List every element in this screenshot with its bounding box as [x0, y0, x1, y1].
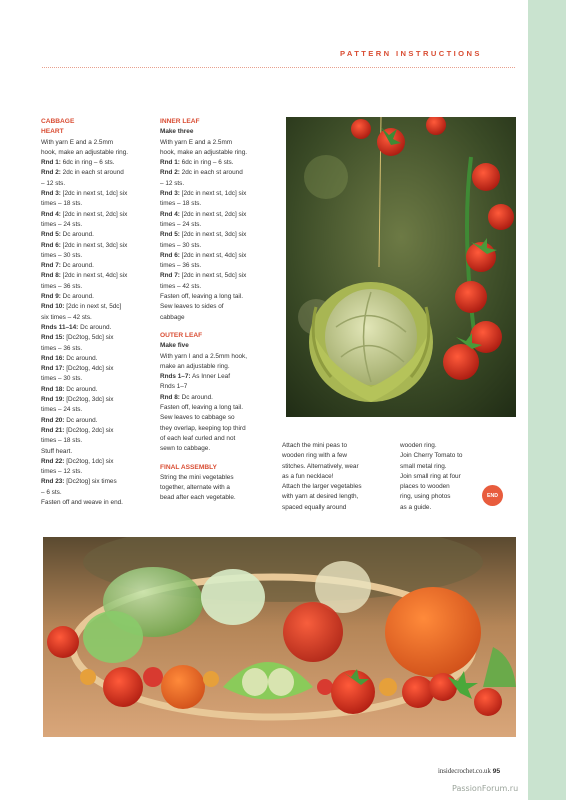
pattern-line — [41, 374, 151, 384]
round-text: [2dc in next st, 3dc] six — [60, 241, 128, 249]
round-text: 6dc in ring – 6 sts. — [60, 159, 115, 167]
round-label: Rnd 9: — [41, 293, 61, 301]
round-text: times – 12 sts. — [41, 468, 83, 476]
round-text: Fasten off, leaving a long tail. — [160, 293, 244, 301]
round-label: Rnd 3: — [160, 190, 180, 198]
round-text: Dc around. — [60, 262, 94, 270]
pattern-line — [41, 241, 151, 251]
round-text: times – 36 sts. — [41, 282, 83, 290]
pattern-line — [41, 199, 151, 209]
body-line: bead after each vegetable. — [160, 494, 236, 502]
pattern-line — [41, 364, 151, 374]
pattern-line — [41, 467, 151, 477]
column-cabbage-heart — [41, 117, 151, 508]
pattern-line — [41, 158, 151, 168]
round-label: Rnd 5: — [160, 231, 180, 239]
round-text: Dc around. — [64, 354, 98, 362]
round-text: six times – 42 sts. — [41, 313, 92, 321]
page-number: 95 — [492, 768, 501, 775]
round-text: of each leaf curled and not — [160, 434, 236, 442]
pattern-line — [41, 168, 151, 178]
round-text: times – 42 sts. — [160, 282, 202, 290]
pattern-line — [160, 189, 272, 199]
round-text: As Inner Leaf — [190, 373, 230, 381]
body-line: together, alternate with a — [160, 484, 230, 492]
round-text: times – 24 sts. — [41, 220, 83, 228]
round-text: 6dc in ring – 6 sts. — [179, 159, 234, 167]
round-text: Dc around. — [179, 393, 213, 401]
pattern-line — [160, 251, 272, 261]
pattern-line — [41, 477, 151, 487]
section-title-final-assembly: FINAL ASSEMBLY — [160, 463, 217, 471]
round-text: Sew leaves to cabbage so — [160, 414, 235, 422]
body-line: as a guide. — [400, 503, 432, 511]
column-assembly-end — [400, 441, 480, 513]
round-label: Rnd 17: — [41, 365, 65, 373]
round-text: Rnds 1–7 — [160, 383, 188, 391]
round-text: times – 30 sts. — [160, 241, 202, 249]
section-header: PATTERN INSTRUCTIONS — [340, 49, 482, 58]
round-text: times – 24 sts. — [41, 406, 83, 414]
pattern-line — [160, 220, 272, 230]
pattern-line — [41, 220, 151, 230]
round-text: [Dc2tog, 1dc] six — [64, 457, 114, 465]
page-footer — [438, 768, 500, 775]
round-text: [2dc in next st, 1dc] six — [60, 190, 128, 198]
end-badge: END — [482, 485, 503, 506]
pattern-line — [160, 362, 272, 372]
round-text: 2dc in each st around — [60, 169, 124, 177]
pattern-line — [41, 488, 151, 498]
header-divider — [42, 67, 515, 68]
pattern-line — [41, 282, 151, 292]
round-text: [2dc in next st, 2dc] six — [60, 210, 128, 218]
body-line: wooden ring. — [400, 442, 437, 449]
round-label: Rnd 7: — [41, 262, 61, 270]
pattern-line — [41, 261, 151, 271]
round-text: With yarn I and a 2.5mm hook, — [160, 352, 248, 360]
round-label: Rnd 3: — [41, 190, 61, 198]
pattern-line — [160, 158, 272, 168]
pattern-line — [160, 393, 272, 403]
round-label: Rnd 22: — [41, 457, 65, 465]
pattern-line — [160, 372, 272, 382]
pattern-line — [41, 436, 151, 446]
round-text: times – 18 sts. — [41, 200, 83, 208]
make-count: Make five — [160, 342, 189, 350]
body-line: Join Cherry Tomato to — [400, 452, 463, 460]
round-label: Rnd 23: — [41, 478, 65, 486]
pattern-lines — [41, 158, 151, 508]
pattern-line — [41, 230, 151, 240]
pattern-line — [41, 498, 151, 508]
round-text: [Dc2tog, 5dc] six — [64, 334, 114, 342]
pattern-line — [41, 344, 151, 354]
pattern-line — [160, 168, 272, 178]
pattern-line — [41, 457, 151, 467]
round-label: Rnd 5: — [41, 231, 61, 239]
round-label: Rnd 6: — [160, 251, 180, 259]
body-line: wooden ring with a few — [282, 452, 348, 460]
round-text: sewn to cabbage. — [160, 445, 211, 453]
make-count: Make three — [160, 128, 194, 136]
round-label: Rnd 8: — [41, 272, 61, 280]
body-line: ring, using photos — [400, 493, 451, 501]
body-line: String the mini vegetables — [160, 473, 234, 481]
body-line: places to wooden — [400, 483, 450, 491]
pattern-line — [160, 179, 272, 189]
round-label: Rnd 16: — [41, 354, 65, 362]
round-text: [Dc2tog, 4dc] six — [64, 365, 114, 373]
round-text: they overlap, keeping top third — [160, 424, 246, 432]
body-line: Join small ring at four — [400, 472, 461, 480]
round-text: [Dc2tog] six times — [64, 478, 117, 486]
pattern-line — [41, 251, 151, 261]
photo-vegetable-garland — [43, 537, 516, 737]
body-line: Attach the larger vegetables — [282, 483, 362, 491]
round-label: Rnd 2: — [160, 169, 180, 177]
round-label: Rnd 6: — [41, 241, 61, 249]
body-line: stitches. Alternatively, wear — [282, 462, 359, 470]
round-text: [2dc in next st, 5dc] — [64, 303, 122, 311]
section-title-outer-leaf: OUTER LEAF — [160, 331, 203, 339]
pattern-line — [160, 210, 272, 220]
pattern-line — [41, 210, 151, 220]
pattern-line — [41, 405, 151, 415]
pattern-line — [41, 416, 151, 426]
pattern-line — [41, 292, 151, 302]
round-text: Fasten off and weave in end. — [41, 498, 123, 506]
round-label: Rnd 20: — [41, 416, 65, 424]
round-label: Rnd 2: — [41, 169, 61, 177]
pattern-line — [41, 313, 151, 323]
pattern-line — [160, 199, 272, 209]
pattern-line — [41, 333, 151, 343]
round-text: times – 18 sts. — [41, 437, 83, 445]
round-text: times – 24 sts. — [160, 220, 202, 228]
pattern-line — [41, 354, 151, 364]
site-url: insidecrochet.co.uk — [438, 768, 491, 775]
pattern-line — [41, 385, 151, 395]
round-text: Dc around. — [64, 385, 98, 393]
round-text: times – 18 sts. — [160, 200, 202, 208]
pattern-line — [160, 352, 272, 362]
pattern-lines — [160, 352, 272, 455]
watermark: PassionForum.ru — [452, 784, 519, 793]
round-label: Rnd 4: — [160, 210, 180, 218]
pattern-line — [160, 444, 272, 454]
round-label: Rnd 10: — [41, 303, 65, 311]
round-label: Rnd 19: — [41, 396, 65, 404]
round-text: – 12 sts. — [41, 179, 66, 187]
pattern-line — [41, 179, 151, 189]
round-text: Dc around. — [64, 416, 98, 424]
round-text: make an adjustable ring. — [160, 362, 230, 370]
pattern-line — [41, 271, 151, 281]
round-text: Dc around. — [60, 293, 94, 301]
section-title-cabbage: CABBAGE — [41, 118, 75, 125]
round-label: Rnd 7: — [160, 272, 180, 280]
intro-line: With yarn E and a 2.5mm — [160, 138, 233, 146]
pattern-line — [160, 382, 272, 392]
round-text: times – 36 sts. — [41, 344, 83, 352]
section-title-inner-leaf: INNER LEAF — [160, 118, 200, 125]
round-text: times – 30 sts. — [41, 375, 83, 383]
intro-line: hook, make an adjustable ring. — [160, 148, 248, 156]
intro-line: hook, make an adjustable ring. — [41, 148, 129, 156]
pattern-lines — [160, 158, 272, 323]
round-text: cabbage — [160, 313, 185, 321]
round-label: Rnd 8: — [160, 393, 180, 401]
round-label: Rnd 21: — [41, 426, 65, 434]
round-text: [2dc in next st, 4dc] six — [179, 251, 247, 259]
pattern-line — [160, 282, 272, 292]
column-leaves — [160, 117, 272, 504]
pattern-line — [160, 413, 272, 423]
pattern-line — [160, 241, 272, 251]
round-text: – 6 sts. — [41, 488, 62, 496]
round-label: Rnd 18: — [41, 385, 65, 393]
photo-hanging-cabbage — [286, 117, 516, 417]
body-line: as a fun necklace! — [282, 472, 334, 480]
round-text: Stuff heart. — [41, 447, 73, 455]
column-assembly-continued — [282, 441, 390, 513]
round-text: [Dc2tog, 2dc] six — [64, 426, 114, 434]
round-text: Dc around. — [78, 323, 112, 331]
body-line: small metal ring. — [400, 462, 447, 470]
pattern-line — [160, 434, 272, 444]
round-text: Sew leaves to sides of — [160, 303, 224, 311]
round-text: Fasten off, leaving a long tail. — [160, 404, 244, 412]
round-text: [2dc in next st, 3dc] six — [179, 231, 247, 239]
pattern-line — [160, 403, 272, 413]
round-label: Rnds 11–14: — [41, 323, 79, 331]
round-label: Rnd 1: — [160, 159, 180, 167]
round-text: [2dc in next st, 2dc] six — [179, 210, 247, 218]
round-text: [2dc in next st, 5dc] six — [179, 272, 247, 280]
body-line: spaced equally around — [282, 503, 347, 511]
pattern-line — [160, 230, 272, 240]
pattern-line — [41, 395, 151, 405]
intro-line: With yarn E and a 2.5mm — [41, 138, 114, 146]
pattern-line — [160, 261, 272, 271]
pattern-line — [160, 271, 272, 281]
round-text: times – 30 sts. — [41, 251, 83, 259]
round-text: [2dc in next st, 1dc] six — [179, 190, 247, 198]
pattern-line — [41, 323, 151, 333]
round-text: times – 36 sts. — [160, 262, 202, 270]
round-text: Dc around. — [60, 231, 94, 239]
pattern-line — [160, 302, 272, 312]
body-line: Attach the mini peas to — [282, 442, 348, 449]
round-text: – 12 sts. — [160, 179, 185, 187]
pattern-line — [41, 189, 151, 199]
pattern-line — [41, 302, 151, 312]
pattern-line — [160, 292, 272, 302]
round-label: Rnds 1–7: — [160, 373, 191, 381]
pattern-line — [160, 313, 272, 323]
side-color-band — [528, 0, 566, 800]
pattern-line — [41, 447, 151, 457]
round-text: [Dc2tog, 3dc] six — [64, 396, 114, 404]
round-text: 2dc in each st around — [179, 169, 243, 177]
subsection-title-heart: HEART — [41, 128, 64, 136]
round-label: Rnd 1: — [41, 159, 61, 167]
pattern-line — [160, 424, 272, 434]
round-text: [2dc in next st, 4dc] six — [60, 272, 128, 280]
body-line: with yarn at desired length, — [282, 493, 359, 501]
round-label: Rnd 15: — [41, 334, 65, 342]
round-label: Rnd 4: — [41, 210, 61, 218]
pattern-line — [41, 426, 151, 436]
